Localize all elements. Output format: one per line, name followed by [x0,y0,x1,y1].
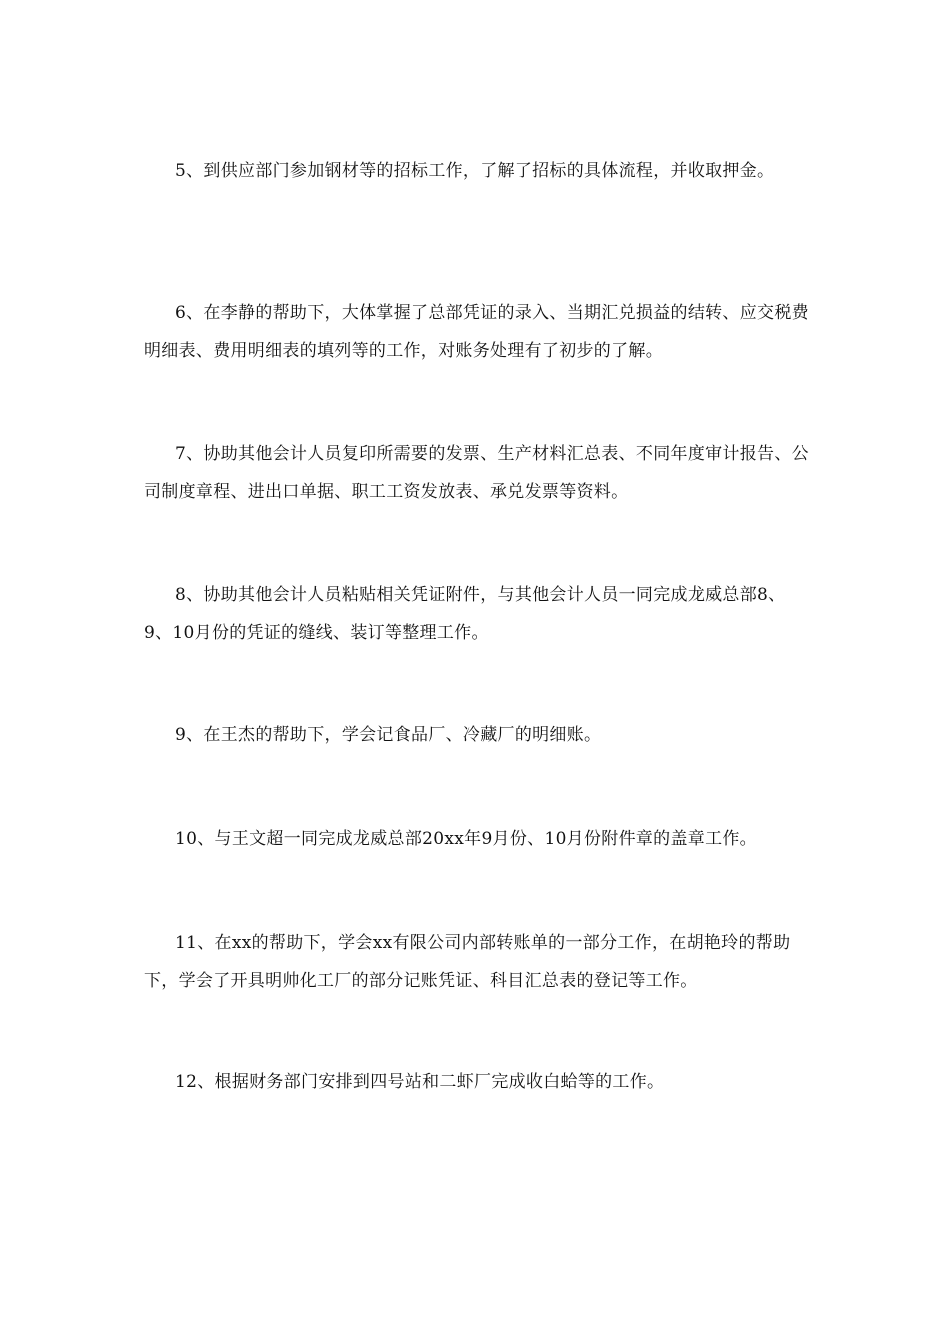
paragraph-item-8: 8、协助其他会计人员粘贴相关凭证附件，与其他会计人员一同完成龙威总部8、9、10月份的凭证的缝线、装订等整理工作。 [144,585,786,643]
paragraph-item-9: 9、在王杰的帮助下，学会记食品厂、冷藏厂的明细账。 [175,725,602,745]
paragraph-item-11: 11、在xx的帮助下，学会xx有限公司内部转账单的一部分工作，在胡艳玲的帮助下，学会了开具明帅化工厂的部分记账凭证、科目汇总表的登记等工作。 [144,933,791,991]
paragraph-item-5: 5、到供应部门参加钢材等的招标工作，了解了招标的具体流程，并收取押金。 [175,161,775,181]
paragraph-item-6: 6、在李静的帮助下，大体掌握了总部凭证的录入、当期汇兑损益的结转、应交税费明细表、费用明细表的填列等的工作，对账务处理有了初步的了解。 [144,303,809,361]
paragraph-item-7: 7、协助其他会计人员复印所需要的发票、生产材料汇总表、不同年度审计报告、公司制度章程、进出口单据、职工工资发放表、承兑发票等资料。 [144,444,809,502]
paragraph-item-12: 12、根据财务部门安排到四号站和二虾厂完成收白蛤等的工作。 [175,1072,665,1092]
paragraph-item-10: 10、与王文超一同完成龙威总部20xx年9月份、10月份附件章的盖章工作。 [175,829,757,849]
